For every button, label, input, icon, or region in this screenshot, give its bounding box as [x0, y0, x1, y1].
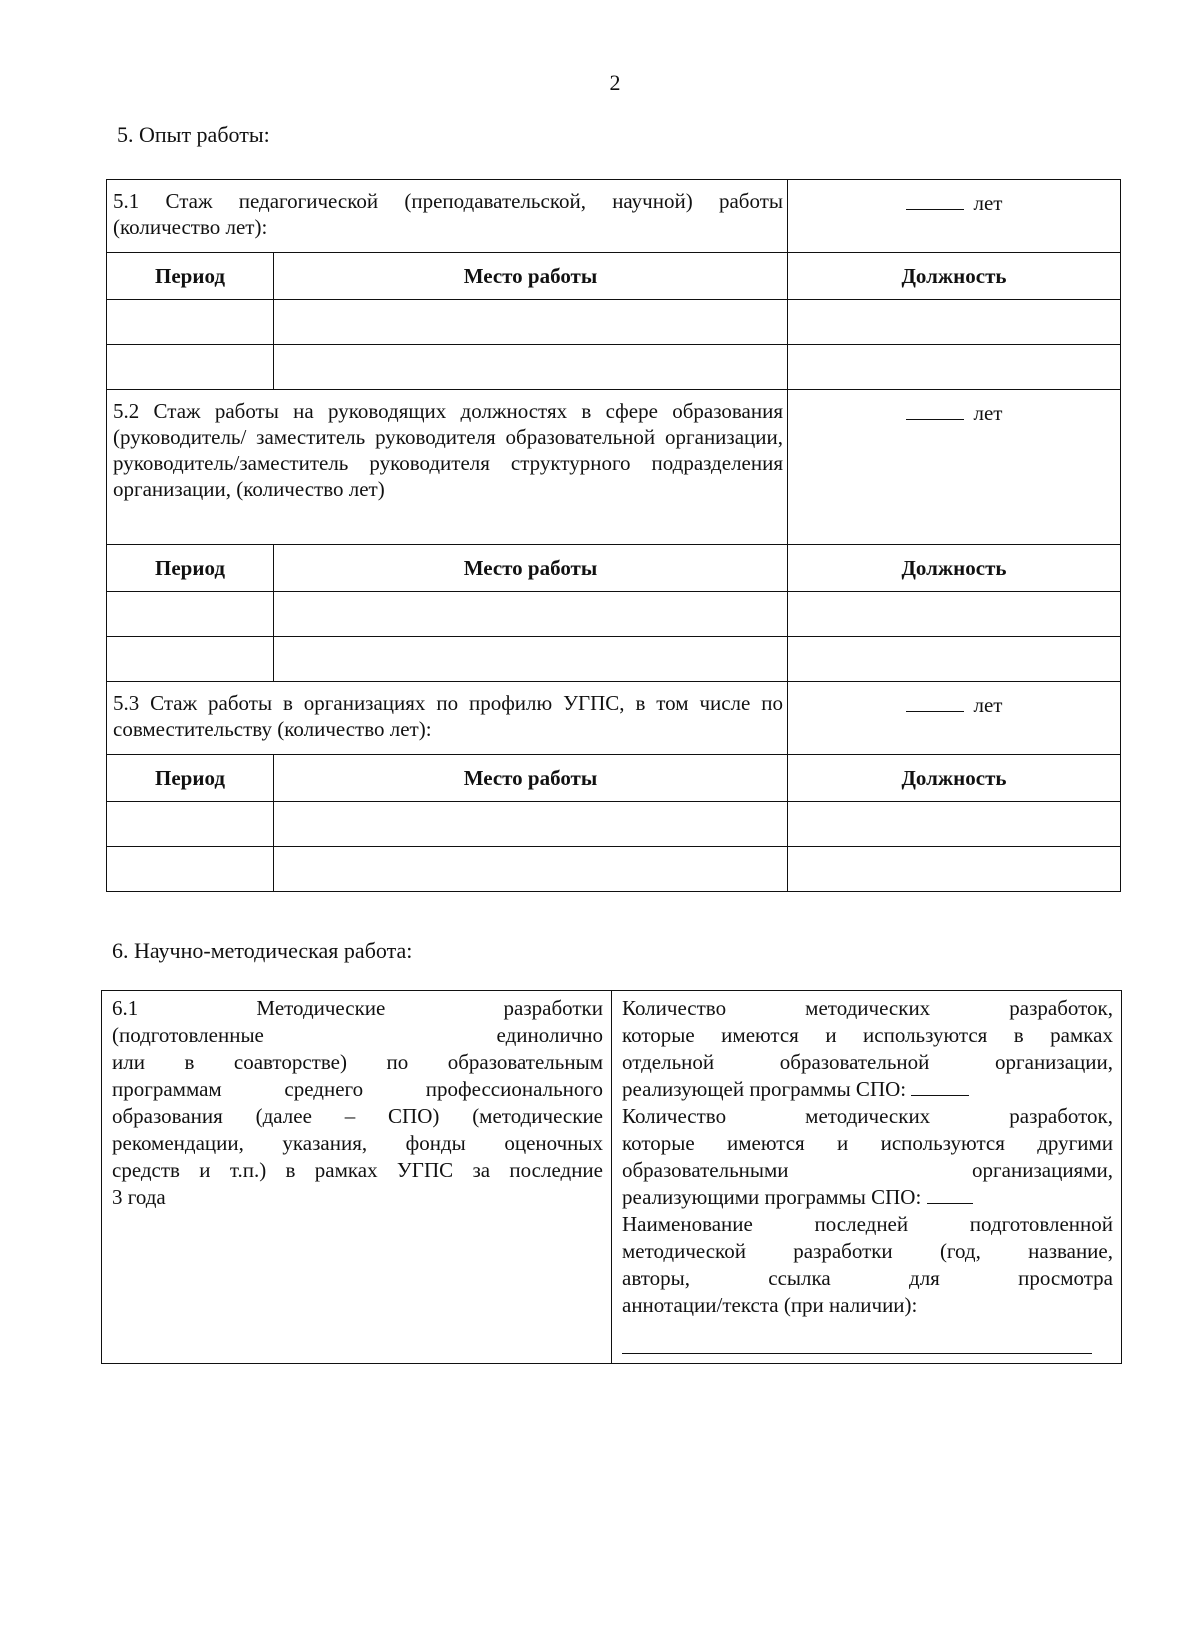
s6-right-line: образовательными организациями,: [622, 1158, 1113, 1182]
s6-right-line: реализующей программы СПО:: [622, 1077, 907, 1101]
table-cell[interactable]: [788, 637, 1121, 682]
header-period: Период: [107, 253, 274, 300]
scientific-methodical-table: [101, 990, 1122, 1364]
table-cell[interactable]: [107, 847, 274, 892]
years-label: лет: [973, 401, 1003, 425]
table-cell[interactable]: [788, 345, 1121, 390]
s5-3-years-cell[interactable]: [788, 682, 1121, 755]
table-cell[interactable]: [107, 345, 274, 390]
s6-right-line: отдельной образовательной организации,: [622, 1050, 1113, 1074]
s6-right-line: авторы, ссылка для просмотра: [622, 1266, 1113, 1290]
header-workplace: Место работы: [274, 253, 788, 300]
s6-left-line: образования (далее – СПО) (методические: [112, 1104, 603, 1128]
s6-left-line: программам среднего профессионального: [112, 1077, 603, 1101]
s6-right-line: Наименование последней подготовленной: [622, 1212, 1113, 1236]
table-cell[interactable]: [107, 592, 274, 637]
s6-left-line: или в соавторстве) по образовательным: [112, 1050, 603, 1074]
header-workplace: Место работы: [274, 545, 788, 592]
s6-right-line: методической разработки (год, название,: [622, 1239, 1113, 1263]
s5-2-years-cell[interactable]: [788, 390, 1121, 545]
s5-1-label: 5.1 Стаж педагогической (преподавательской, научной) работы (количество лет):: [107, 180, 788, 253]
s5-3-label: 5.3 Стаж работы в организациях по профилю УГПС, в том числе по совместительству (количество лет):: [107, 682, 788, 755]
s6-left-line: (подготовленные единолично: [112, 1023, 603, 1047]
s5-1-years-blank[interactable]: [906, 191, 964, 210]
own-org-count-blank[interactable]: [911, 1077, 969, 1096]
years-label: лет: [973, 191, 1003, 215]
s6-right-line: аннотации/текста (при наличии):: [622, 1293, 918, 1317]
table-cell[interactable]: [274, 345, 788, 390]
s6-left-line: рекомендации, указания, фонды оценочных: [112, 1131, 603, 1155]
header-period: Период: [107, 755, 274, 802]
section-5-title: 5. Опыт работы:: [117, 122, 270, 147]
table-cell[interactable]: [107, 802, 274, 847]
s6-left-line: средств и т.п.) в рамках УГПС за последние: [112, 1158, 603, 1182]
table-cell[interactable]: [274, 637, 788, 682]
other-orgs-count-blank[interactable]: [927, 1185, 973, 1204]
s6-right-line: реализующими программы СПО:: [622, 1185, 922, 1209]
section-6-title: 6. Научно-методическая работа:: [112, 938, 413, 963]
header-position: Должность: [788, 755, 1121, 802]
page-number: 2: [609, 70, 621, 95]
table-cell[interactable]: [107, 300, 274, 345]
years-label: лет: [973, 693, 1003, 717]
s6-1-label-cell: [102, 991, 612, 1364]
s5-1-years-cell[interactable]: [788, 180, 1121, 253]
header-position: Должность: [788, 253, 1121, 300]
work-experience-table: [106, 179, 1121, 892]
table-cell[interactable]: [788, 592, 1121, 637]
table-cell[interactable]: [274, 592, 788, 637]
header-workplace: Место работы: [274, 755, 788, 802]
table-cell[interactable]: [274, 847, 788, 892]
table-cell[interactable]: [274, 300, 788, 345]
s6-1-answer-cell: [612, 991, 1122, 1364]
header-period: Период: [107, 545, 274, 592]
table-cell[interactable]: [788, 847, 1121, 892]
s6-right-line: которые имеются и используются в рамках: [622, 1023, 1113, 1047]
table-cell[interactable]: [788, 802, 1121, 847]
s6-right-line: которые имеются и используются другими: [622, 1131, 1113, 1155]
last-development-blank[interactable]: [622, 1335, 1092, 1354]
s6-right-line: Количество методических разработок,: [622, 996, 1113, 1020]
s6-right-line: Количество методических разработок,: [622, 1104, 1113, 1128]
table-cell[interactable]: [107, 637, 274, 682]
s5-2-label: 5.2 Стаж работы на руководящих должностях в сфере образования (руководитель/ заместитель руководителя образовательной организации, руководитель/заместитель руководителя структурного подразделения организации, (количество лет): [107, 390, 788, 545]
s6-left-line: 3 года: [112, 1185, 166, 1209]
s5-2-years-blank[interactable]: [906, 401, 964, 420]
header-position: Должность: [788, 545, 1121, 592]
s6-left-line: 6.1 Методические разработки: [112, 996, 603, 1020]
table-cell[interactable]: [274, 802, 788, 847]
table-cell[interactable]: [788, 300, 1121, 345]
s5-3-years-blank[interactable]: [906, 693, 964, 712]
